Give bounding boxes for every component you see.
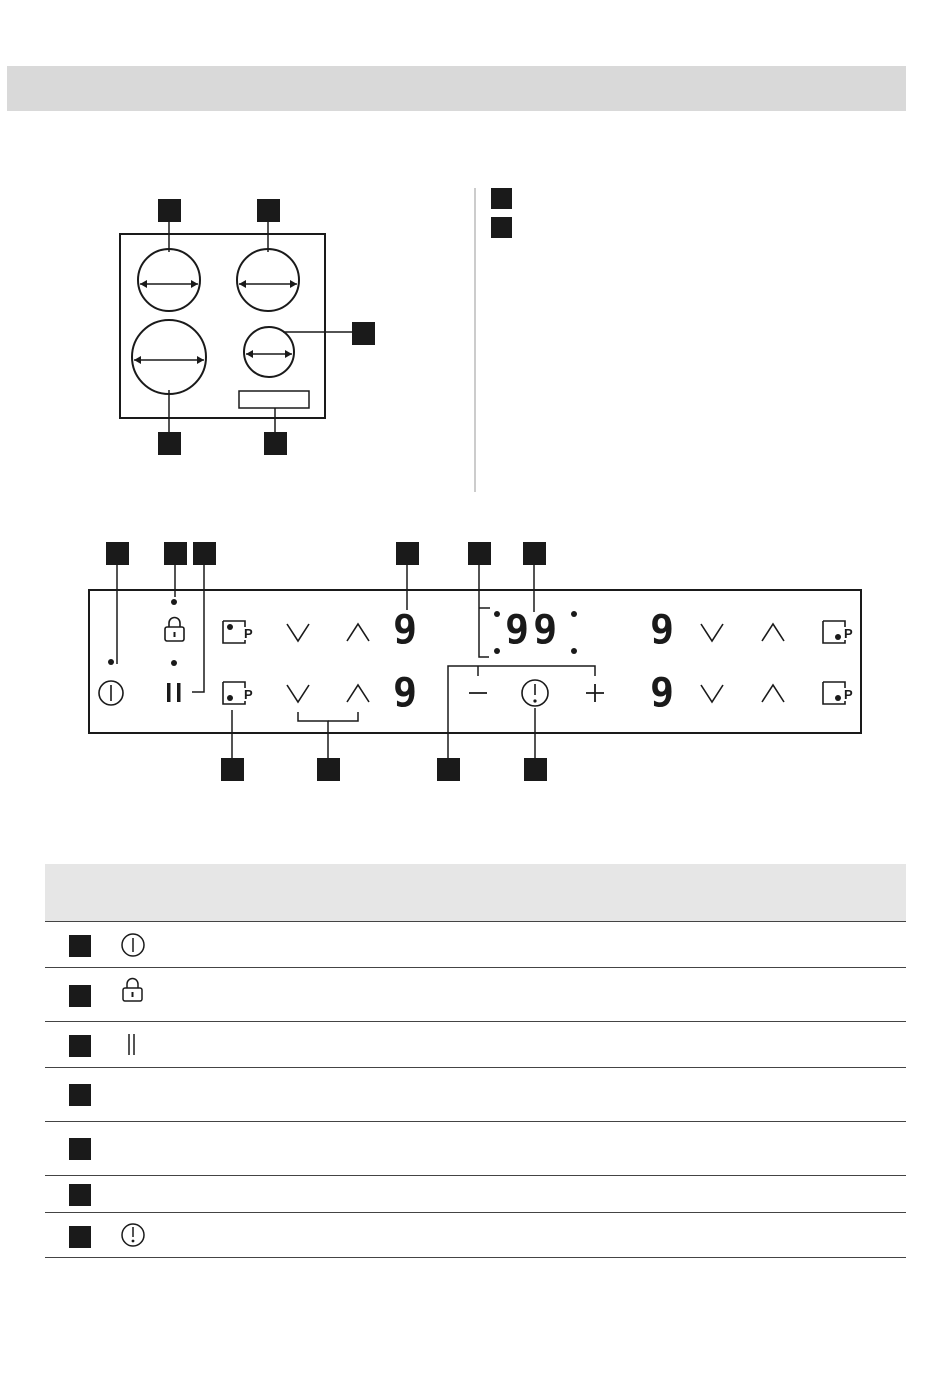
- chevron-up-icon[interactable]: [762, 624, 784, 641]
- table-row: [45, 921, 906, 968]
- table-bottom-rule: [45, 1257, 906, 1258]
- lock-icon[interactable]: [165, 618, 184, 641]
- on-off-icon[interactable]: [99, 681, 123, 705]
- row-marker: [69, 985, 91, 1007]
- table-row: [45, 1175, 906, 1213]
- control-panel-frame: [89, 590, 861, 733]
- display-right-rear: 9: [650, 607, 675, 653]
- chevron-up-icon[interactable]: [762, 685, 784, 702]
- power-boost-label: P: [244, 626, 253, 641]
- chevron-up-icon[interactable]: [347, 624, 369, 641]
- power-boost-icon[interactable]: [823, 682, 845, 704]
- pause-icon: [119, 1031, 147, 1059]
- plus-icon[interactable]: [586, 684, 604, 702]
- power-boost-icon[interactable]: [223, 621, 245, 643]
- table-header: [45, 864, 906, 921]
- power-boost-label: P: [844, 626, 853, 641]
- chevron-down-icon[interactable]: [701, 685, 723, 702]
- lock-icon: [119, 976, 147, 1004]
- chevron-down-icon[interactable]: [701, 624, 723, 641]
- chevron-up-icon[interactable]: [347, 685, 369, 702]
- table-row: [45, 1021, 906, 1068]
- row-marker: [69, 935, 91, 957]
- display-left-front: 9: [393, 670, 418, 716]
- display-right-front: 9: [650, 670, 675, 716]
- row-marker: [69, 1035, 91, 1057]
- display-left-rear: 9: [393, 607, 418, 653]
- chevron-down-icon[interactable]: [287, 685, 309, 702]
- table-row: [45, 1121, 906, 1176]
- power-boost-icon[interactable]: [823, 621, 845, 643]
- pause-icon[interactable]: [167, 683, 181, 702]
- chevron-down-icon[interactable]: [287, 624, 309, 641]
- table-row: [45, 1067, 906, 1122]
- power-boost-icon[interactable]: [223, 682, 245, 704]
- power-boost-label: P: [244, 687, 253, 702]
- row-marker: [69, 1226, 91, 1248]
- timer-icon[interactable]: [522, 680, 548, 706]
- on-off-icon: [119, 931, 147, 959]
- power-boost-label: P: [844, 687, 853, 702]
- row-marker: [69, 1184, 91, 1206]
- row-marker: [69, 1084, 91, 1106]
- table-row: [45, 967, 906, 1022]
- timer-icon: [119, 1221, 147, 1249]
- timer-display: 99: [505, 607, 562, 653]
- table-row: [45, 1212, 906, 1258]
- row-marker: [69, 1138, 91, 1160]
